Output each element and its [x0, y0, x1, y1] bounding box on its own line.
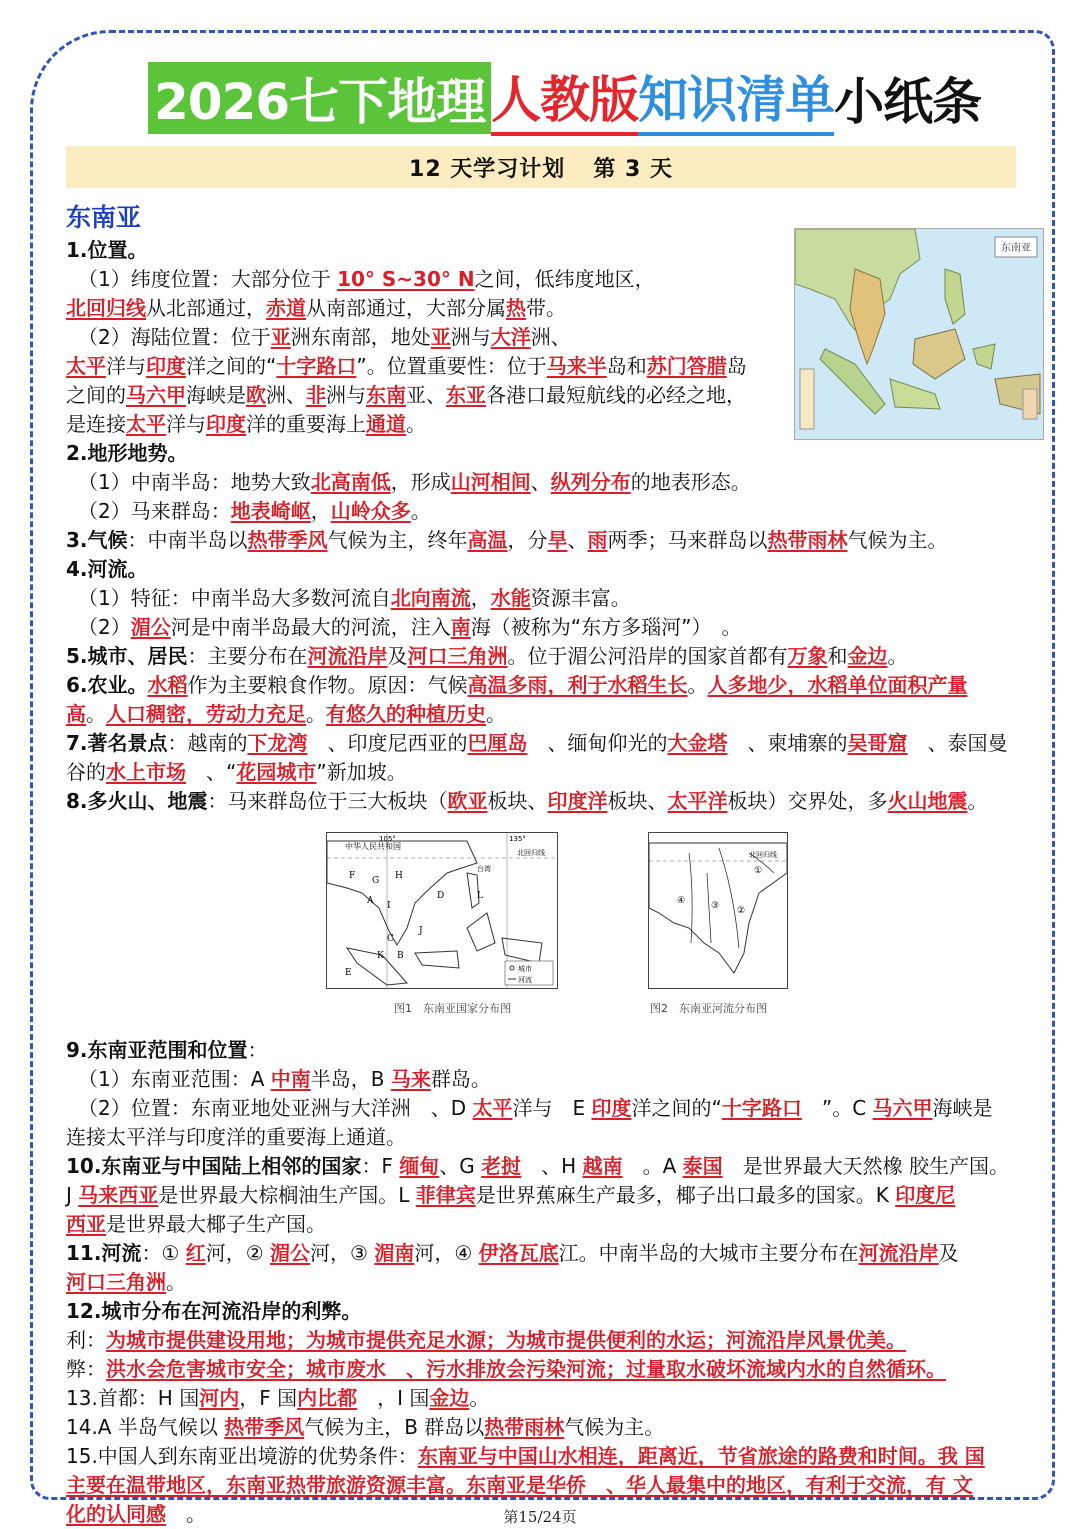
text-segment: 。 — [406, 412, 426, 436]
fig2-label-2: ② — [737, 906, 746, 916]
s4-line-2 — [66, 613, 1036, 642]
text-segment: 10.东南亚与中国陆上相邻的国家 — [66, 1154, 362, 1178]
text-segment: ：F — [361, 1154, 400, 1178]
text-segment: ： — [247, 1038, 268, 1062]
answer-text: 热带雨林 — [767, 528, 848, 552]
answer-text: 东亚 — [446, 383, 486, 407]
answer-text: 太平 — [66, 354, 106, 378]
fig1-legend-city: 城市 — [518, 965, 532, 973]
text-segment: ：① — [141, 1241, 186, 1265]
text-segment: 。 — [967, 789, 988, 813]
s15-line-1 — [66, 1442, 1036, 1471]
text-segment: 及 — [387, 644, 408, 668]
fig1-letter-e: E — [345, 968, 352, 978]
fig2-label-4: ④ — [677, 896, 686, 906]
answer-text: 内比都 — [297, 1386, 358, 1410]
answer-text: 化的认同感 — [66, 1502, 166, 1526]
text-segment: ：中南半岛以 — [127, 528, 248, 552]
s5-line — [66, 642, 1036, 671]
s4-line-1 — [66, 584, 1036, 613]
text-segment: 洋与 — [106, 354, 146, 378]
s10-line-3 — [66, 1210, 1036, 1239]
answer-text: 十字路口 — [276, 354, 357, 378]
plan-day: 第 3 天 — [593, 156, 673, 182]
text-segment: 、 — [567, 528, 588, 552]
text-segment: 、缅甸仰光的 — [527, 731, 668, 755]
text-segment: 河是中南半岛最大的河流，注入 — [170, 615, 451, 639]
answer-text: 亚 — [430, 325, 451, 349]
fig1-letter-b: B — [397, 951, 404, 961]
fig1-label-prc: 中华人民共和国 — [345, 842, 401, 851]
study-plan-banner — [66, 146, 1016, 188]
text-segment: 。A — [622, 1154, 683, 1178]
text-segment: 。 — [166, 1270, 186, 1294]
text-segment: （1）特征：中南半岛大多数河流自 — [78, 586, 391, 610]
text-segment: 。 — [887, 644, 908, 668]
title-part-4: 小纸条 — [834, 73, 982, 131]
s8-line — [66, 787, 1036, 816]
text-segment: ：马来群岛位于三大板块（ — [207, 789, 448, 813]
answer-text: 高 — [66, 702, 86, 726]
text-segment: 是连接 — [66, 412, 126, 436]
text-segment: ：越南的 — [167, 731, 248, 755]
text-segment: 洲与 — [326, 383, 366, 407]
text-segment: 。 — [469, 1386, 490, 1410]
text-segment: 从北部通过， — [146, 296, 266, 320]
text-segment: 7.著名景点 — [66, 731, 168, 755]
answer-text: 山岭众多 — [330, 499, 411, 523]
answer-text: 印度 — [146, 354, 186, 378]
answer-text: 苏门答腊 — [646, 354, 727, 378]
text-segment: 岛和 — [606, 354, 647, 378]
text-segment: J — [66, 1183, 79, 1207]
text-segment: 、印度尼西亚的 — [307, 731, 468, 755]
answer-text: 北高南低 — [310, 470, 391, 494]
text-segment: 6.农业。 — [66, 673, 148, 697]
text-segment: 洲、 — [530, 325, 571, 349]
answer-text: 十字路口 — [721, 1096, 802, 1120]
text-segment: 半岛，B — [310, 1067, 391, 1091]
answer-text: 北回归线 — [66, 296, 146, 320]
text-segment: 9.东南亚范围和位置 — [66, 1038, 248, 1062]
answer-text: 湄公 — [130, 615, 171, 639]
text-segment: ，分 — [507, 528, 548, 552]
text-segment: 8.多火山、地震 — [66, 789, 208, 813]
answer-text: 南 — [450, 615, 471, 639]
answer-text: 万象 — [787, 644, 828, 668]
answer-text: 太平 — [126, 412, 166, 436]
answer-text: 热带雨林 — [484, 1415, 565, 1439]
fig1-letter-k: K — [377, 951, 384, 961]
answer-text: 水上市场 — [106, 760, 186, 784]
answer-text: 赤道 — [266, 296, 306, 320]
fig1-letter-l: L — [477, 891, 483, 901]
text-segment: 气候为主。 — [564, 1415, 665, 1439]
text-segment: ，I 国 — [357, 1386, 430, 1410]
answer-text: 马来 — [390, 1067, 431, 1091]
s1-line-6 — [66, 410, 1036, 439]
s9-heading — [66, 1036, 1036, 1065]
s9-line-3: 连接太平洋与印度洋的重要海上通道。 — [66, 1125, 406, 1149]
text-segment: 板块、 — [487, 789, 548, 813]
s10-line-2 — [66, 1181, 1036, 1210]
section-title: 东南亚 — [66, 203, 142, 232]
answer-text: 金边 — [429, 1386, 470, 1410]
answer-text: 老挝 — [481, 1154, 522, 1178]
s6-line-1 — [66, 671, 1036, 700]
text-segment: 。位于湄公河沿岸的国家首都有 — [507, 644, 788, 668]
text-segment: （2） — [78, 615, 131, 639]
answer-text: 东南 — [366, 383, 406, 407]
answer-text: 河口三角洲 — [66, 1270, 166, 1294]
fig1-lon135: 135° — [509, 835, 526, 843]
answer-text: 雨 — [587, 528, 608, 552]
text-segment: ：主要分布在 — [187, 644, 308, 668]
answer-text: 下龙湾 — [247, 731, 308, 755]
answer-text: 人多地少，水稻单位面积产量 — [707, 673, 968, 697]
s11-line-1 — [66, 1239, 1036, 1268]
fig2-graphic — [649, 833, 787, 988]
fig1-letter-i: I — [387, 901, 391, 911]
text-segment: 是世界最大天然橡 胶生产国。 — [722, 1154, 1009, 1178]
answer-text: 北向南流 — [390, 586, 471, 610]
fig1-graphic — [327, 833, 557, 988]
s1-heading: 1.位置。 — [66, 238, 148, 262]
text-segment: ， — [470, 586, 491, 610]
s1-line-4 — [66, 352, 1036, 381]
text-segment: 、G — [439, 1154, 482, 1178]
text-segment: 、柬埔寨的 — [727, 731, 848, 755]
answer-text: 亚 — [270, 325, 291, 349]
fig1-letter-f: F — [349, 871, 356, 881]
answer-text: 河流沿岸 — [307, 644, 388, 668]
text-segment: 群岛。 — [430, 1067, 491, 1091]
fig1-lon105: 105° — [379, 835, 396, 843]
fig1-letter-h: H — [395, 871, 403, 881]
text-segment: 两季；马来群岛以 — [607, 528, 768, 552]
s15-line-2 — [66, 1471, 1036, 1500]
text-segment: 作为主要粮食作物。原因：气候 — [187, 673, 468, 697]
text-segment: （2）海陆位置：位于 — [78, 325, 271, 349]
s13-line — [66, 1384, 1036, 1413]
fig1-letter-a: A — [367, 896, 374, 906]
answer-text: 花园城市 — [236, 760, 317, 784]
text-segment: 河，④ — [414, 1241, 479, 1265]
answer-text: 湄公 — [270, 1241, 311, 1265]
text-segment: 、H — [521, 1154, 583, 1178]
s12-pro — [66, 1326, 1036, 1355]
answer-text: 欧 — [246, 383, 266, 407]
answer-text: 马来半 — [546, 354, 607, 378]
fig1-label-taiwan: 台湾 — [477, 865, 491, 873]
fig2-lat-nh: 北回归线 — [749, 851, 777, 859]
answer-text: 人口稠密，劳动力充足 — [106, 702, 306, 726]
answer-text: 大金塔 — [667, 731, 728, 755]
s7-line-1 — [66, 729, 1036, 758]
text-segment: 。 — [86, 702, 106, 726]
answer-text: 非 — [306, 383, 326, 407]
s12-heading: 12.城市分布在河流沿岸的利弊。 — [66, 1299, 362, 1323]
page-number: 第15/24页 — [503, 1508, 577, 1526]
answer-text: 印度 — [591, 1096, 632, 1120]
answer-text: 10° S~30° N — [337, 267, 475, 291]
text-segment: 从南部通过，大部分属 — [306, 296, 506, 320]
title-part-1: 2026七下地理 — [148, 62, 491, 134]
answer-text: 纵列分布 — [550, 470, 631, 494]
answer-text: 伊洛瓦底 — [478, 1241, 559, 1265]
answer-text: 东南亚与中国山水相连，距离近，节省旅途的路费和时间。我 国 — [417, 1444, 985, 1468]
figure-maps — [326, 832, 786, 1017]
text-segment: ”。位置重要性：位于 — [356, 354, 547, 378]
answer-text: 菲律宾 — [415, 1183, 476, 1207]
s9-line-1 — [66, 1065, 1036, 1094]
text-segment: 之间的 — [66, 383, 126, 407]
answer-text: 河内 — [199, 1386, 240, 1410]
text-segment: 3.气候 — [66, 528, 128, 552]
text-segment: 和 — [827, 644, 848, 668]
answer-text: 热带季风 — [224, 1415, 305, 1439]
s12-con — [66, 1355, 1036, 1384]
text-segment: 利： — [66, 1328, 106, 1352]
text-segment: 13.首都：H 国 — [66, 1386, 200, 1410]
text-segment: 、 — [530, 470, 551, 494]
answer-text: 地表崎岖 — [230, 499, 311, 523]
text-segment: 河，② — [205, 1241, 271, 1265]
text-segment: ， — [310, 499, 331, 523]
text-segment: （1）纬度位置：大部分位于 — [78, 267, 338, 291]
text-segment: 带。 — [526, 296, 566, 320]
text-segment: 14.A 半岛气候以 — [66, 1415, 225, 1439]
answer-text: 印度洋 — [547, 789, 608, 813]
text-segment: 气候为主。 — [847, 528, 948, 552]
text-segment: 。 — [687, 673, 708, 697]
answer-text: 越南 — [582, 1154, 623, 1178]
fig2-caption: 图2 东南亚河流分布图 — [650, 1002, 767, 1015]
text-segment: 是世界最大椰子生产国。 — [106, 1212, 326, 1236]
s1-line-1 — [66, 265, 1036, 294]
answer-text: 缅甸 — [399, 1154, 440, 1178]
s4-heading: 4.河流。 — [66, 557, 148, 581]
answer-text: 太平 — [472, 1096, 513, 1120]
text-segment: 15.中国人到东南亚出境游的优势条件： — [66, 1444, 418, 1468]
text-segment: 是世界最大棕榈油生产国。L — [158, 1183, 416, 1207]
text-segment: 河，③ — [310, 1241, 375, 1265]
text-segment: 气候为主，B 群岛以 — [304, 1415, 485, 1439]
text-segment: 各港口最短航线的必经之地， — [486, 383, 746, 407]
text-segment: （1）中南半岛：地势大致 — [78, 470, 311, 494]
text-segment: ，形成 — [390, 470, 451, 494]
fig1-country-map — [326, 832, 558, 989]
answer-text: 洪水会危害城市安全；城市废水 、污水排放会污染河流；过量取水破坏流域内水的自然循环。 — [106, 1357, 946, 1381]
answer-text: 火山地震 — [887, 789, 968, 813]
text-segment: ，F 国 — [239, 1386, 298, 1410]
answer-text: 西亚 — [66, 1212, 106, 1236]
text-segment: 是世界蕉麻生产最多，椰子出口最多的国家。K — [475, 1183, 896, 1207]
s2-heading: 2.地形地势。 — [66, 441, 188, 465]
text-segment: 洲东南部，地处 — [290, 325, 431, 349]
fig2-label-1: ① — [754, 866, 763, 876]
text-segment: 11.河流 — [66, 1241, 142, 1265]
text-segment: ”。C — [801, 1096, 873, 1120]
text-segment: 海（被称为“东方多瑙河”） 。 — [470, 615, 742, 639]
answer-text: 大洋 — [490, 325, 531, 349]
answer-text: 金边 — [847, 644, 888, 668]
fig2-label-3: ③ — [711, 901, 720, 911]
text-segment: 。 — [306, 702, 326, 726]
s2-line-2 — [66, 497, 1036, 526]
text-segment: 板块）交界处，多 — [727, 789, 888, 813]
answer-text: 水能 — [490, 586, 531, 610]
answer-text: 马六甲 — [872, 1096, 933, 1120]
answer-text: 吴哥窟 — [847, 731, 908, 755]
answer-text: 湄南 — [374, 1241, 415, 1265]
plan-days: 12 天学习计划 — [409, 156, 566, 182]
answer-text: 河流沿岸 — [858, 1241, 939, 1265]
answer-text: 为城市提供建设用地；为城市提供充足水源；为城市提供便利的水运；河流沿岸风景优美。 — [106, 1328, 906, 1352]
answer-text: 泰国 — [682, 1154, 723, 1178]
s1-line-2 — [66, 294, 1036, 323]
answer-text: 高温 — [467, 528, 508, 552]
answer-text: 有悠久的种植历史 — [326, 702, 486, 726]
text-segment: 亚、 — [406, 383, 446, 407]
text-segment: 洲、 — [266, 383, 306, 407]
answer-text: 太平洋 — [667, 789, 728, 813]
fig1-letter-g: G — [372, 876, 380, 886]
s11-line-2 — [66, 1268, 1036, 1297]
answer-text: 主要在温带地区，东南亚热带旅游资源丰富。东南亚是华侨 、华人最集中的地区，有利于交流，有 文 — [66, 1473, 973, 1497]
answer-text: 山河相间 — [450, 470, 531, 494]
answer-text: 河口三角洲 — [407, 644, 508, 668]
text-segment: （2）马来群岛： — [78, 499, 231, 523]
s3-line — [66, 526, 1036, 555]
text-segment: 谷的 — [66, 760, 106, 784]
answer-text: 巴厘岛 — [467, 731, 528, 755]
s7-line-2 — [66, 758, 1036, 787]
text-segment: 资源丰富。 — [530, 586, 631, 610]
text-segment: 洋之间的“ — [186, 354, 277, 378]
s10-line-1 — [66, 1152, 1036, 1181]
fig1-letter-c: C — [387, 934, 394, 944]
answer-text: 水稻 — [147, 673, 188, 697]
answer-text: 印度尼 — [895, 1183, 956, 1207]
text-segment: 洲与 — [450, 325, 491, 349]
answer-text: 马来西亚 — [78, 1183, 159, 1207]
title-part-2: 人教版 — [491, 60, 638, 136]
text-segment: 气候为主，终年 — [327, 528, 468, 552]
text-segment: （2）位置：东南亚地处亚洲与大洋洲 、D — [78, 1096, 473, 1120]
fig2-river-map — [648, 832, 788, 989]
map-top-label: 东南亚 — [1001, 243, 1031, 254]
text-segment: 岛 — [726, 354, 747, 378]
text-segment: 洋与 E — [512, 1096, 592, 1120]
answer-text: 马六甲 — [126, 383, 186, 407]
s2-line-1 — [66, 468, 1036, 497]
fig1-legend-river: 河流 — [518, 976, 532, 984]
text-segment: 、泰国曼 — [907, 731, 1008, 755]
text-segment: 。 — [410, 499, 431, 523]
s1-line-3 — [66, 323, 1036, 352]
text-segment: 洋之间的“ — [631, 1096, 722, 1120]
text-segment: 。 — [486, 702, 506, 726]
fig1-letter-j: J — [419, 926, 423, 936]
text-segment: 的地表形态。 — [630, 470, 751, 494]
answer-text: 中南 — [270, 1067, 311, 1091]
answer-text: 欧亚 — [447, 789, 488, 813]
text-segment: 5.城市、居民 — [66, 644, 188, 668]
text-segment: 板块、 — [607, 789, 668, 813]
text-segment: 江。中南半岛的大城市主要分布在 — [558, 1241, 859, 1265]
text-segment: 洋与 — [166, 412, 206, 436]
answer-text: 高温多雨，利于水稻生长 — [467, 673, 688, 697]
answer-text: 热 — [506, 296, 526, 320]
text-segment: 。 — [166, 1502, 206, 1526]
text-segment: 洋的重要海上 — [246, 412, 366, 436]
s6-line-2 — [66, 700, 1036, 729]
fig1-letter-d: D — [437, 891, 445, 901]
text-segment: 弊： — [66, 1357, 106, 1381]
s1-line-5 — [66, 381, 1036, 410]
text-segment: ”新加坡。 — [316, 760, 407, 784]
page-title — [148, 66, 981, 130]
fig1-lat-nh: 北回归线 — [517, 849, 545, 857]
s9-line-2 — [66, 1094, 1036, 1123]
answer-text: 印度 — [206, 412, 246, 436]
text-segment: （1）东南亚范围：A — [78, 1067, 271, 1091]
fig1-caption: 图1 东南亚国家分布图 — [394, 1002, 511, 1015]
answer-text: 红 — [185, 1241, 206, 1265]
text-segment: 海峡是 — [186, 383, 246, 407]
text-segment: 之间，低纬度地区， — [474, 267, 655, 291]
text-segment: 海峡是 — [932, 1096, 993, 1120]
answer-text: 旱 — [547, 528, 568, 552]
text-segment: 及 — [938, 1241, 959, 1265]
title-part-3: 知识清单 — [638, 60, 834, 136]
text-segment: 、“ — [186, 760, 237, 784]
answer-text: 通道 — [366, 412, 406, 436]
s14-line — [66, 1413, 1036, 1442]
answer-text: 热带季风 — [247, 528, 328, 552]
